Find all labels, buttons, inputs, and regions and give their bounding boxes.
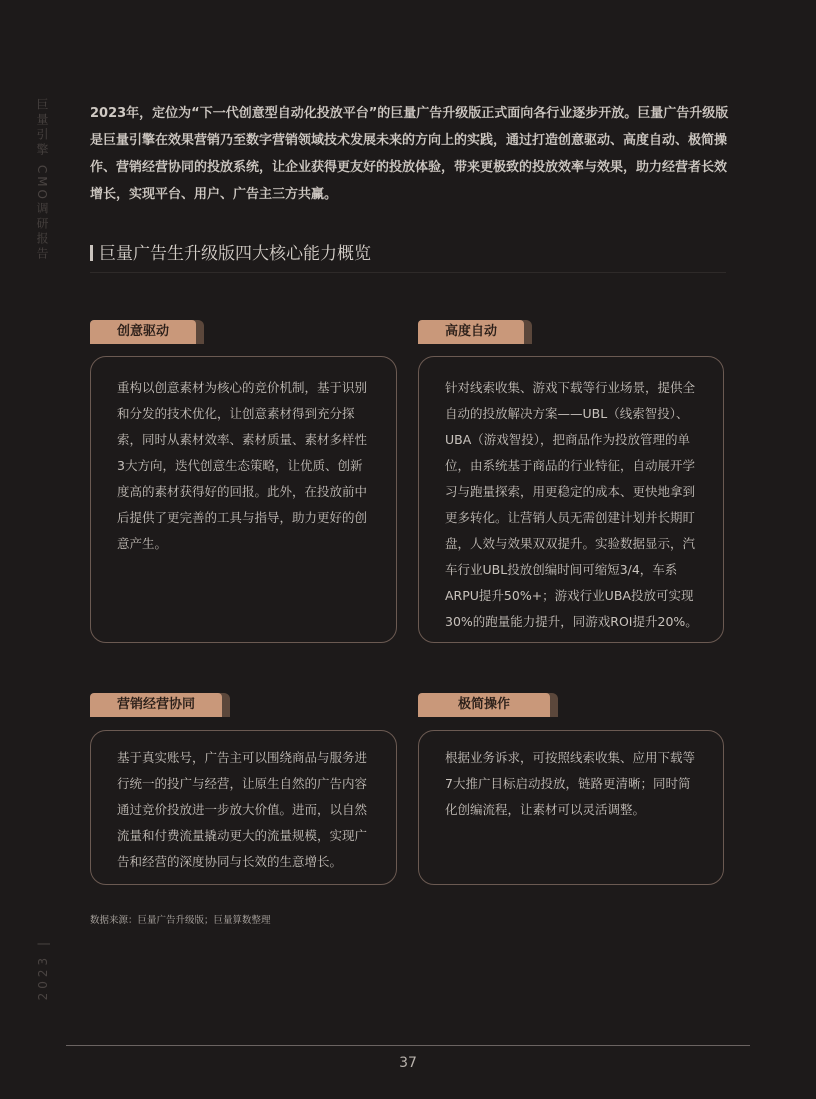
side-year-label: 2023 |	[36, 938, 50, 1001]
heading-bar-icon	[90, 245, 93, 261]
card-tab-simple	[418, 693, 550, 717]
side-report-label: 巨量引擎 CMO调研报告	[35, 98, 49, 262]
card-title-automation: 高度自动	[418, 320, 524, 344]
card-body-automation: 针对线索收集、游戏下载等行业场景，提供全自动的投放解决方案——UBL（线索智投）、UBA（游戏智投），把商品作为投放管理的单位，由系统基于商品的行业特征，自动展开学习与跑量探索，用更稳定的成本、更快地拿到更多转化。让营销人员无需创建计划并长期盯盘，人效与效果双双提升。实验数据显示，汽车行业UBL投放创编时间可缩短3/4，车系ARPU提升50%+；游戏行业UBA投放可实现30%的跑量能力提升，同游戏ROI提升20%。	[445, 380, 698, 629]
card-body-simple: 根据业务诉求，可按照线索收集、应用下载等7大推广目标启动投放，链路更清晰；同时简化创编流程，让素材可以灵活调整。	[445, 750, 696, 817]
card-tab-automation	[418, 320, 524, 344]
card-title-marketing: 营销经营协同	[90, 693, 222, 717]
footer-divider	[66, 1045, 750, 1046]
section-heading	[90, 240, 726, 273]
card-marketing	[90, 730, 397, 885]
card-tab-marketing	[90, 693, 222, 717]
card-body-creative: 重构以创意素材为核心的竞价机制，基于识别和分发的技术优化，让创意素材得到充分探索，同时从素材效率、素材质量、素材多样性3大方向，迭代创意生态策略，让优质、创新度高的素材获得好的回报。此外，在投放前中后提供了更完善的工具与指导，助力更好的创意产生。	[117, 380, 368, 551]
card-tab-creative	[90, 320, 196, 344]
page-number: 37	[399, 1055, 417, 1071]
card-title-simple: 极简操作	[418, 693, 550, 717]
intro-paragraph: 2023年，定位为“下一代创意型自动化投放平台”的巨量广告升级版正式面向各行业逐步开放。巨量广告升级版是巨量引擎在效果营销乃至数字营销领域技术发展未来的方向上的实践，通过打造创意驱动、高度自动、极简操作、营销经营协同的投放系统，让企业获得更友好的投放体验，带来更极致的投放效率与效果，助力经营者长效增长，实现平台、用户、广告主三方共赢。	[90, 106, 729, 202]
section-heading-text: 巨量广告生升级版四大核心能力概览	[99, 244, 371, 264]
card-title-creative: 创意驱动	[90, 320, 196, 344]
card-simple	[418, 730, 724, 885]
card-automation	[418, 356, 724, 643]
card-creative	[90, 356, 397, 643]
data-source-note: 数据来源：巨量广告升级版；巨量算数整理	[90, 915, 271, 926]
card-body-marketing: 基于真实账号，广告主可以围绕商品与服务进行统一的投广与经营，让原生自然的广告内容通过竞价投放进一步放大价值。进而，以自然流量和付费流量撬动更大的流量规模，实现广告和经营的深度协同与长效的生意增长。	[117, 750, 368, 869]
